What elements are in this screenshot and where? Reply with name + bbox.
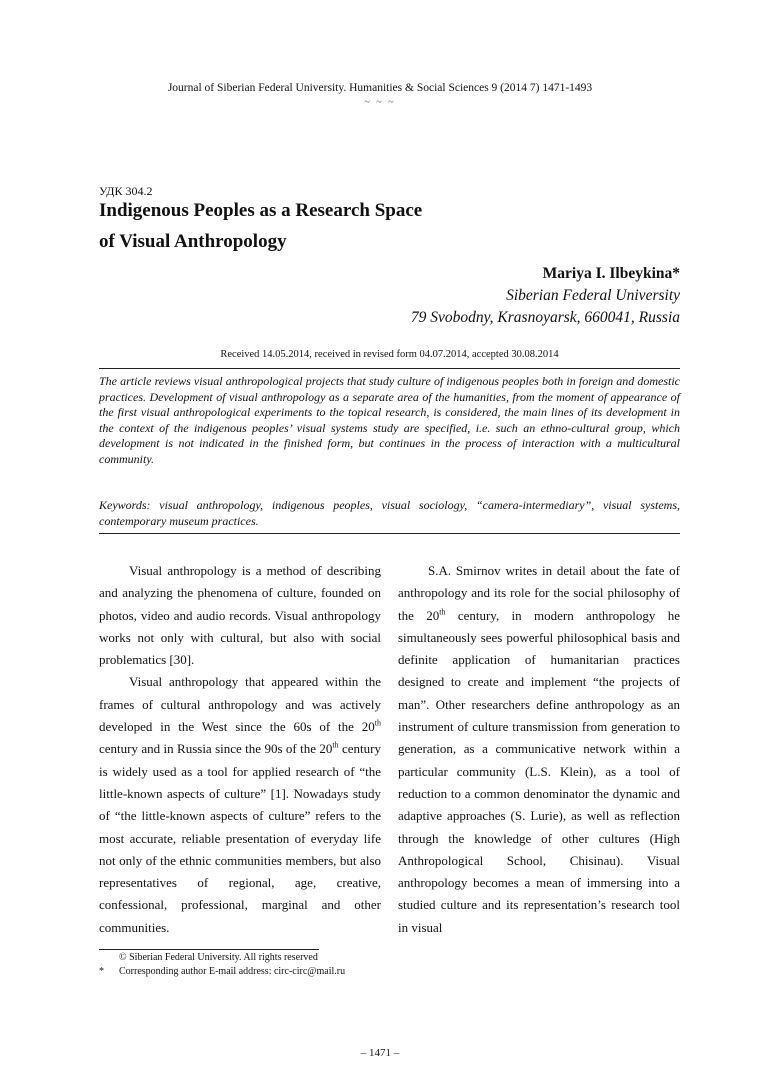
footnote-rule <box>99 949 319 950</box>
author-name: Mariya I. Ilbeykina* <box>542 265 680 282</box>
article-title <box>99 195 599 257</box>
footnote-copyright: © Siberian Federal University. All rights reserved <box>119 952 318 963</box>
page-number: – 1471 – <box>360 1047 400 1059</box>
received-dates: Received 14.05.2014, received in revised form 04.07.2014, accepted 30.08.2014 <box>220 349 559 360</box>
paragraph: S.A. Smirnov writes in detail about the fate of anthropology and its role for the social philosophy of the 20th century, in modern anthropology he simultaneously sees powerful philosophical basis and definite application of humanitarian practices designed to create and implement “the projects of man”. Other researchers define anthropology as an instrument of culture transmission from generation to generation, as a communicative network within a particular community (L.S. Klein), as a tool of reduction to a common denominator the dynamic and adaptive approaches (S. Lurie), as well as reflection through the knowledge of other cultures (High Anthropological School, Chisinau). Visual anthropology becomes a mean of immersing into a studied culture and its representation’s research tool in visual <box>398 563 680 935</box>
footnote-corresponding: * Corresponding author E-mail address: circ-circ@mail.ru <box>99 966 346 977</box>
title-line-2: of Visual Anthropology <box>99 231 287 252</box>
paragraph: Visual anthropology that appeared within the frames of cultural anthropology and was actively developed in the West since the 60s of the 20th century and in Russia since the 90s of the 20th century is widely used as a tool for applied research of “the little-known aspects of culture” [1]. Nowadays study of “the little-known aspects of culture” refers to the most accurate, reliable presentation of everyday life not only of the ethnic communities members, but also representatives of regional, age, creative, confessional, professional, marginal and other communities. <box>99 674 381 935</box>
author-block <box>411 263 680 329</box>
body-column-right <box>398 560 680 939</box>
body-column-left <box>99 560 381 939</box>
abstract: The article reviews visual anthropological projects that study culture of indigenous peoples both in foreign and domestic practices. Development of visual anthropology as a separate area of the humanities, from the moment of appearance of the first visual anthropological experiments to the topical research, is considered, the main lines of its development in the context of the indigenous peoples’ visual systems study are specified, i.e. such an ethno-cultural group, which development is not indicated in the finished form, but continues in the process of interaction with a multicultural community. <box>99 374 680 466</box>
keywords: Keywords: visual anthropology, indigenous peoples, visual sociology, “camera-intermediary”, visual systems, contemporary museum practices. <box>99 498 680 528</box>
abstract-top-rule <box>99 368 680 369</box>
author-address: 79 Svobodny, Krasnoyarsk, 660041, Russia <box>410 309 680 326</box>
title-line-1: Indigenous Peoples as a Research Space <box>99 200 423 221</box>
abstract-bottom-rule <box>99 533 680 534</box>
author-affiliation: Siberian Federal University <box>506 287 680 304</box>
header-tilde-ornament: ~ ~ ~ <box>364 97 396 108</box>
paragraph: Visual anthropology is a method of describing and analyzing the phenomena of culture, founded on photos, video and audio records. Visual anthropology works not only with cultural, but also with social problematics [30]. <box>99 563 381 668</box>
journal-header: Journal of Siberian Federal University. Humanities & Social Sciences 9 (2014 7) 1471-1493 <box>167 82 593 94</box>
udk-code: УДК 304.2 <box>99 184 153 198</box>
